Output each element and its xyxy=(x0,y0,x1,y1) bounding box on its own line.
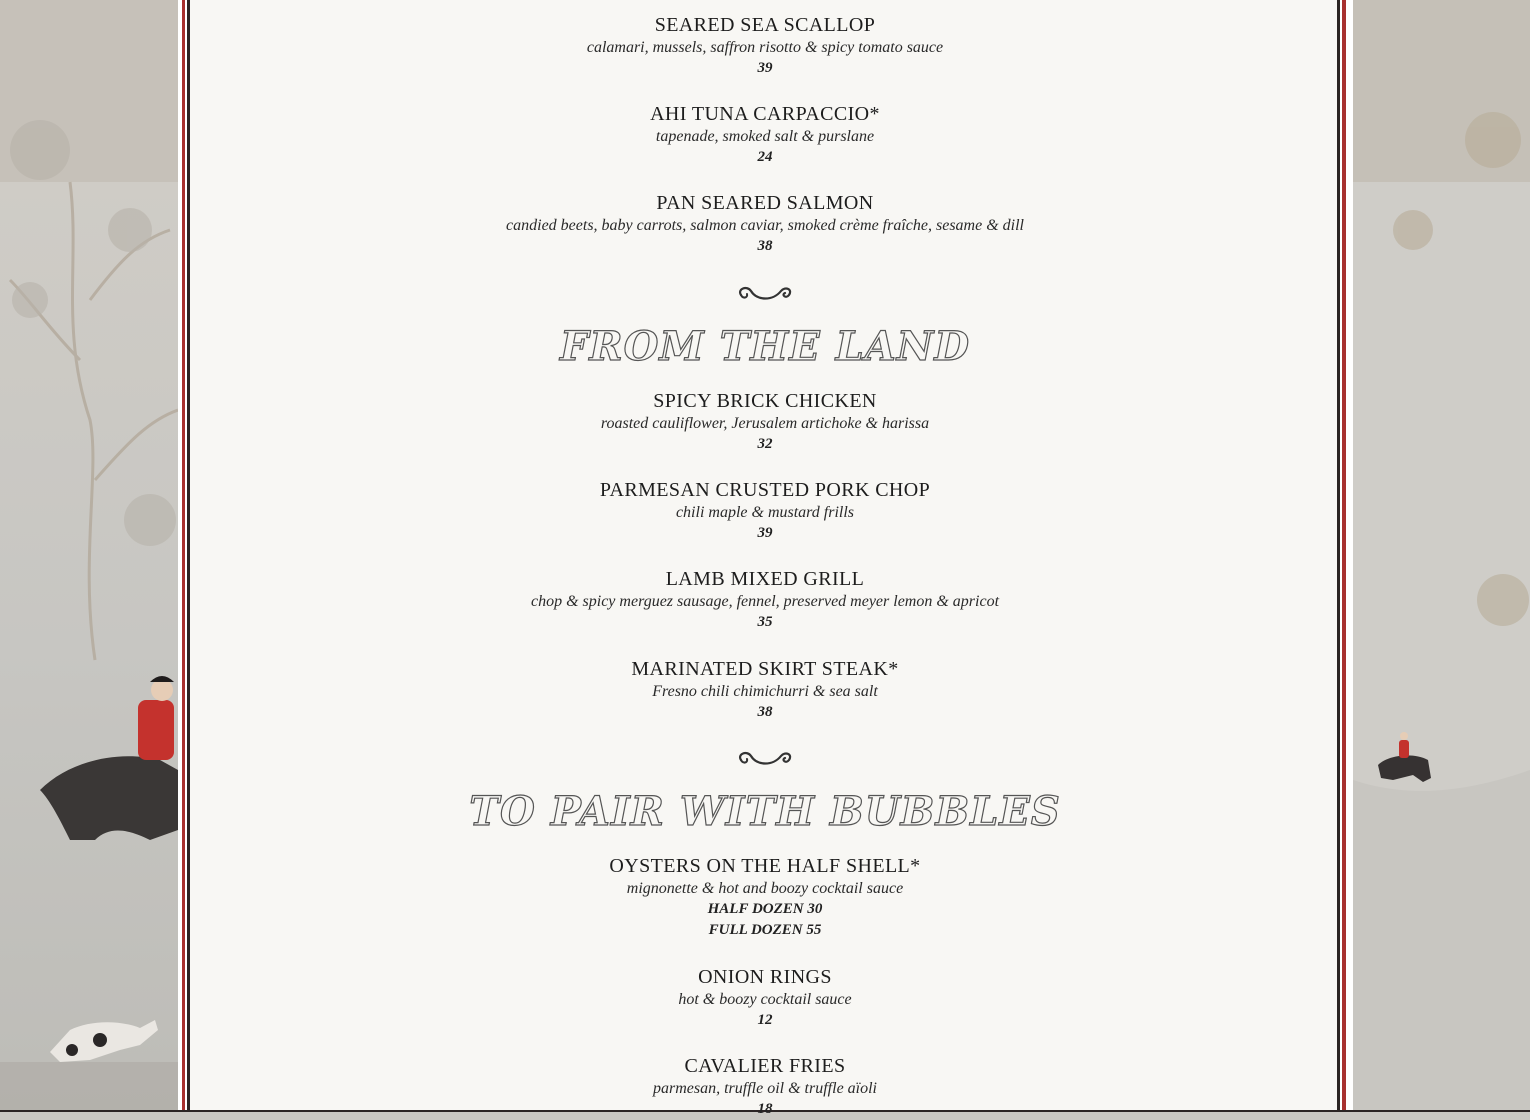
flourish-divider-icon xyxy=(190,748,1340,770)
item-name: AHI TUNA CARPACCIO* xyxy=(650,103,880,125)
item-name: CAVALIER FRIES xyxy=(684,1055,846,1077)
item-description: Fresno chili chimichurri & sea salt xyxy=(652,683,878,700)
menu-item xyxy=(190,1054,1340,1120)
item-name: SPICY BRICK CHICKEN xyxy=(653,390,877,412)
section-title: TO PAIR WITH BUBBLES xyxy=(469,788,1061,835)
menu-item xyxy=(190,102,1340,168)
left-wallpaper-panel xyxy=(0,0,178,1112)
menu-item xyxy=(190,478,1340,544)
fox-hunt-scene-left xyxy=(0,0,178,1112)
item-description: chop & spicy merguez sausage, fennel, preserved meyer lemon & apricot xyxy=(530,593,1000,610)
item-description: chili maple & mustard frills xyxy=(675,504,855,521)
fox-hunt-scene-right xyxy=(1353,0,1530,1112)
item-description: tapenade, smoked salt & purslane xyxy=(655,128,875,145)
item-price: 38 xyxy=(757,704,773,720)
item-price: 38 xyxy=(757,238,773,254)
item-description: parmesan, truffle oil & truffle aïoli xyxy=(653,1080,877,1097)
item-price: HALF DOZEN 30 xyxy=(707,901,823,917)
item-description: mignonette & hot and boozy cocktail sauce xyxy=(626,880,904,897)
item-price: 18 xyxy=(757,1101,773,1117)
item-price: 39 xyxy=(757,60,773,76)
menu-item xyxy=(190,567,1340,633)
flourish-divider-icon xyxy=(190,283,1340,305)
menu-item xyxy=(190,389,1340,455)
item-description: calamari, mussels, saffron risotto & spicy tomato sauce xyxy=(586,39,944,56)
item-price: 39 xyxy=(757,525,773,541)
item-description: roasted cauliflower, Jerusalem artichoke & harissa xyxy=(600,415,930,432)
item-description: candied beets, baby carrots, salmon caviar, smoked crème fraîche, sesame & dill xyxy=(506,217,1024,234)
menu-item xyxy=(190,191,1340,257)
item-name: ONION RINGS xyxy=(698,966,832,988)
item-name: PARMESAN CRUSTED PORK CHOP xyxy=(599,479,931,501)
item-price: 12 xyxy=(757,1012,773,1028)
menu-item xyxy=(190,13,1340,79)
item-name: OYSTERS ON THE HALF SHELL* xyxy=(609,855,921,877)
menu-item xyxy=(190,657,1340,723)
item-price: 24 xyxy=(757,149,773,165)
item-name: SEARED SEA SCALLOP xyxy=(654,14,876,36)
item-price: 35 xyxy=(757,614,773,630)
item-price: 32 xyxy=(757,436,773,452)
right-wallpaper-panel xyxy=(1353,0,1530,1112)
item-price: FULL DOZEN 55 xyxy=(708,922,822,938)
menu-item xyxy=(190,965,1340,1031)
border-stripe xyxy=(1346,0,1353,1112)
item-name: MARINATED SKIRT STEAK* xyxy=(631,658,899,680)
section-title: FROM THE LAND xyxy=(559,323,971,370)
menu-item xyxy=(190,854,1340,941)
item-name: LAMB MIXED GRILL xyxy=(665,568,865,590)
item-description: hot & boozy cocktail sauce xyxy=(678,991,852,1008)
item-name: PAN SEARED SALMON xyxy=(656,192,874,214)
